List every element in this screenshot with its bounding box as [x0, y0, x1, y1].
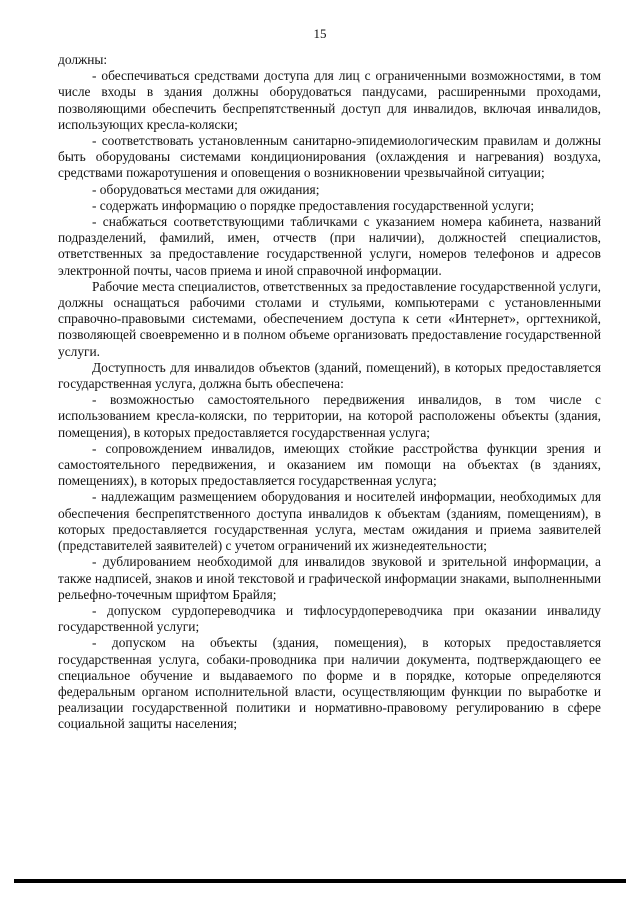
list-item-equipment-placement: - надлежащим размещением оборудования и носителей информации, необходимых для обеспечения беспрепятственного доступа инвалидов к объектам (зданиям, помещениям), в которых предоставляется государственная услуга, местам ожидания и приема заявителей (представителей заявителей) с учетом ограничений их жизнедеятельности;: [58, 489, 601, 554]
paragraph-workplaces: Рабочие места специалистов, ответственных за предоставление государственной услуги, должны оснащаться рабочими столами и стульями, компьютерами с установленными справочно-правовыми системами, обеспечением доступа к сети «Интернет», оргтехникой, позволяющей своевременно и в полном объеме организовать предоставление государственной услуги.: [58, 278, 601, 359]
list-item-independent-movement: - возможностью самостоятельного передвижения инвалидов, в том числе с использованием кресла-коляски, по территории, на которой расположены объекты (здания, помещения), в которых предоставляется государственная услуга;: [58, 392, 601, 440]
paragraph-accessibility: Доступность для инвалидов объектов (зданий, помещений), в которых предоставляется государственная услуга, должна быть обеспечена:: [58, 359, 601, 392]
list-item-guide-dog: - допуском на объекты (здания, помещения), в которых предоставляется государственная услуга, собаки-проводника при наличии документа, подтверждающего ее специальное обучение и выдаваемого по форме и в порядке, которые определяются федеральным органом исполнительной власти, осуществляющим функции по выработке и реализации государственной политики и нормативно-правовому регулированию в сфере социальной защиты населения;: [58, 635, 601, 732]
paragraph-intro: должны:: [58, 52, 108, 67]
page-number: 15: [313, 26, 327, 41]
bottom-rule: [14, 879, 626, 883]
list-item-service-info: - содержать информацию о порядке предоставления государственной услуги;: [92, 197, 535, 213]
document-body: [58, 52, 601, 733]
list-item-sanitary-rules: - соответствовать установленным санитарно-эпидемиологическим правилам и должны быть оборудованы системами кондиционирования (охлаждения и нагревания) воздуха, средствами пожаротушения и оповещения о возникновении чрезвычайной ситуации;: [58, 133, 601, 181]
list-item-sign-interpreter: - допуском сурдопереводчика и тифлосурдопереводчика при оказании инвалиду государственной услуги;: [58, 602, 601, 635]
list-item-escort: - сопровождением инвалидов, имеющих стойкие расстройства функции зрения и самостоятельного передвижения, и оказанием им помощи на объектах (в зданиях, помещениях), в которых предоставляется государственная услуга;: [58, 440, 601, 489]
list-item-signage: - снабжаться соответствующими табличками с указанием номера кабинета, названий подразделений, фамилий, имен, отчеств (при наличии), должностей специалистов, ответственных за предоставление государственной услуги, номеров телефонов и адресов электронной почты, часов приема и иной справочной информации.: [58, 214, 601, 278]
list-item-waiting-places: - оборудоваться местами для ожидания;: [92, 181, 320, 197]
list-item-duplication: - дублированием необходимой для инвалидов звуковой и зрительной информации, а также надписей, знаков и иной текстовой и графической информации знаками, выполненными рельефно-точечным шрифтом Брайля;: [58, 554, 601, 602]
list-item-access-means: - обеспечиваться средствами доступа для лиц с ограниченными возможностями, в том числе входы в здания должны оборудоваться пандусами, расширенными проходами, позволяющими обеспечить беспрепятственный доступ для инвалидов, включая инвалидов, использующих кресла-коляски;: [58, 68, 601, 132]
